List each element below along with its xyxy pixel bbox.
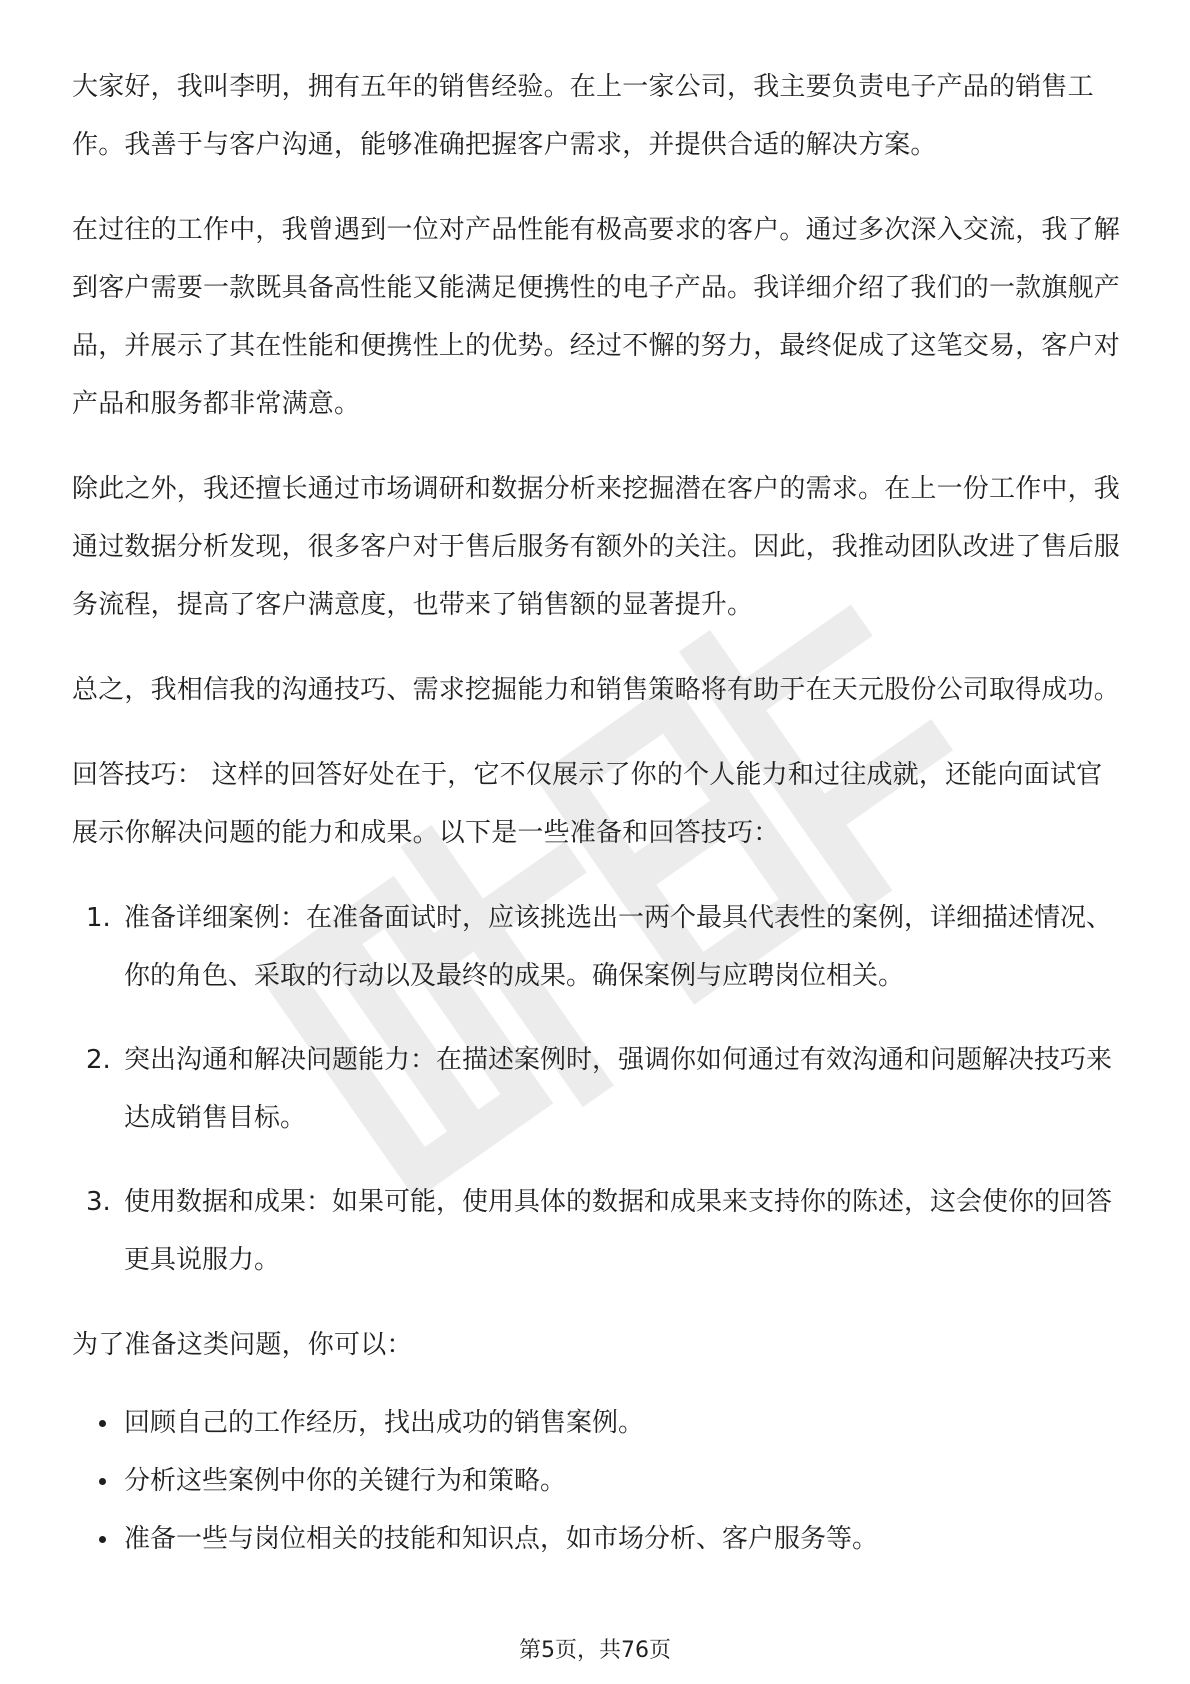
intro-paragraph: 大家好，我叫李明，拥有五年的销售经验。在上一家公司，我主要负责电子产品的销售工作。我善于与客户沟通，能够准确把握客户需求，并提供合适的解决方案。 bbox=[72, 72, 1094, 160]
example-paragraph: 在过往的工作中，我曾遇到一位对产品性能有极高要求的客户。通过多次深入交流，我了解到客户需要一款既具备高性能又能满足便携性的电子产品。我详细介绍了我们的一款旗舰产品，并展示了其在性能和便携性上的优势。经过不懈的努力，最终促成了这笔交易，客户对产品和服务都非常满意。 bbox=[72, 215, 1121, 419]
page-footer: 第5页，共76页 bbox=[519, 1638, 671, 1663]
list-item-text: 准备详细案例：在准备面试时，应该挑选出一两个最具代表性的案例，详细描述情况、你的角色、采取的行动以及最终的成果。确保案例与应聘岗位相关。 bbox=[124, 903, 1113, 991]
tips-intro-paragraph: 回答技巧： 这样的回答好处在于，它不仅展示了你的个人能力和过往成就，还能向面试官展示你解决问题的能力和成果。以下是一些准备和回答技巧： bbox=[72, 760, 1103, 848]
bullet-icon bbox=[99, 1536, 106, 1543]
list-item-text: 分析这些案例中你的关键行为和策略。 bbox=[124, 1466, 567, 1496]
list-item bbox=[72, 1510, 1122, 1568]
bullet-icon bbox=[99, 1478, 106, 1485]
list-item-text: 准备一些与岗位相关的技能和知识点，如市场分析、客户服务等。 bbox=[124, 1524, 879, 1554]
list-item bbox=[72, 1173, 1122, 1289]
prep-intro: 为了准备这类问题，你可以： bbox=[72, 1330, 413, 1360]
prep-list bbox=[72, 1394, 1122, 1568]
list-item bbox=[72, 1394, 1122, 1452]
main-content bbox=[72, 58, 1122, 1568]
list-item bbox=[72, 1031, 1122, 1147]
list-item-text: 突出沟通和解决问题能力：在描述案例时，强调你如何通过有效沟通和问题解决技巧来达成销售目标。 bbox=[124, 1045, 1113, 1133]
list-number: 3. bbox=[86, 1187, 111, 1217]
list-item bbox=[72, 1452, 1122, 1510]
list-number: 2. bbox=[86, 1045, 111, 1075]
list-item-text: 使用数据和成果：如果可能，使用具体的数据和成果来支持你的陈述，这会使你的回答更具说服力。 bbox=[124, 1187, 1113, 1275]
tips-list bbox=[72, 889, 1122, 1289]
bullet-icon bbox=[99, 1420, 106, 1427]
list-number: 1. bbox=[86, 903, 111, 933]
list-item-text: 回顾自己的工作经历，找出成功的销售案例。 bbox=[124, 1408, 645, 1438]
conclusion-paragraph: 总之，我相信我的沟通技巧、需求挖掘能力和销售策略将有助于在天元股份公司取得成功。 bbox=[72, 675, 1121, 705]
skills-paragraph: 除此之外，我还擅长通过市场调研和数据分析来挖掘潜在客户的需求。在上一份工作中，我通过数据分析发现，很多客户对于售后服务有额外的关注。因此，我推动团队改进了售后服务流程，提高了客户满意度，也带来了销售额的显著提升。 bbox=[72, 474, 1121, 620]
list-item bbox=[72, 889, 1122, 1005]
